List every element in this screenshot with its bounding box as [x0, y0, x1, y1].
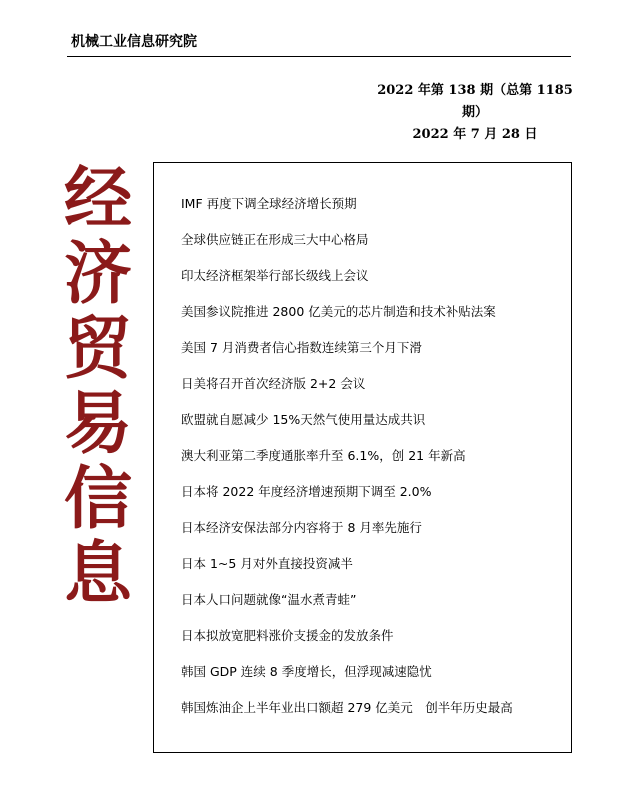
- title-char: 信: [63, 459, 132, 539]
- title-char: 息: [63, 534, 132, 614]
- headline-item[interactable]: 日美将召开首次经济版 2+2 会议: [181, 376, 366, 391]
- headline-item[interactable]: 印太经济框架举行部长级线上会议: [181, 268, 369, 283]
- contents-box: [153, 162, 572, 753]
- header-divider: [67, 56, 571, 57]
- organization-name: 机械工业信息研究院: [71, 34, 197, 50]
- title-char: 济: [63, 234, 132, 314]
- issue-date: 2022 年 7 月 28 日: [412, 127, 538, 142]
- headline-item[interactable]: 韩国 GDP 连续 8 季度增长，但浮现减速隐忧: [181, 664, 432, 679]
- title-char: 贸: [63, 309, 132, 389]
- title-char: 经: [63, 159, 132, 239]
- headline-item[interactable]: 韩国炼油企上半年业出口额超 279 亿美元 创半年历史最高: [181, 700, 513, 715]
- publication-title: [56, 159, 140, 614]
- headline-item[interactable]: 美国 7 月消费者信心指数连续第三个月下滑: [181, 340, 422, 355]
- headline-item[interactable]: 欧盟就自愿减少 15%天然气使用量达成共识: [181, 412, 426, 427]
- issue-number: 2022 年第 138 期（总第 1185 期）: [377, 83, 573, 120]
- headline-item[interactable]: 日本拟放宽肥料涨价支援金的发放条件: [181, 628, 394, 643]
- headline-item[interactable]: 澳大利亚第二季度通胀率升至 6.1%，创 21 年新高: [181, 448, 466, 463]
- headline-item[interactable]: 日本经济安保法部分内容将于 8 月率先施行: [181, 520, 422, 535]
- headline-item[interactable]: 日本 1~5 月对外直接投资减半: [181, 556, 353, 571]
- headline-list: [181, 193, 513, 733]
- headline-item[interactable]: 日本将 2022 年度经济增速预期下调至 2.0%: [181, 484, 432, 499]
- title-char: 易: [63, 384, 132, 464]
- headline-item[interactable]: 日本人口问题就像“温水煮青蛙”: [181, 592, 357, 607]
- headline-item[interactable]: 全球供应链正在形成三大中心格局: [181, 232, 369, 247]
- issue-info: [370, 80, 580, 146]
- headline-item[interactable]: 美国参议院推进 2800 亿美元的芯片制造和技术补贴法案: [181, 304, 496, 319]
- headline-item[interactable]: IMF 再度下调全球经济增长预期: [181, 196, 357, 211]
